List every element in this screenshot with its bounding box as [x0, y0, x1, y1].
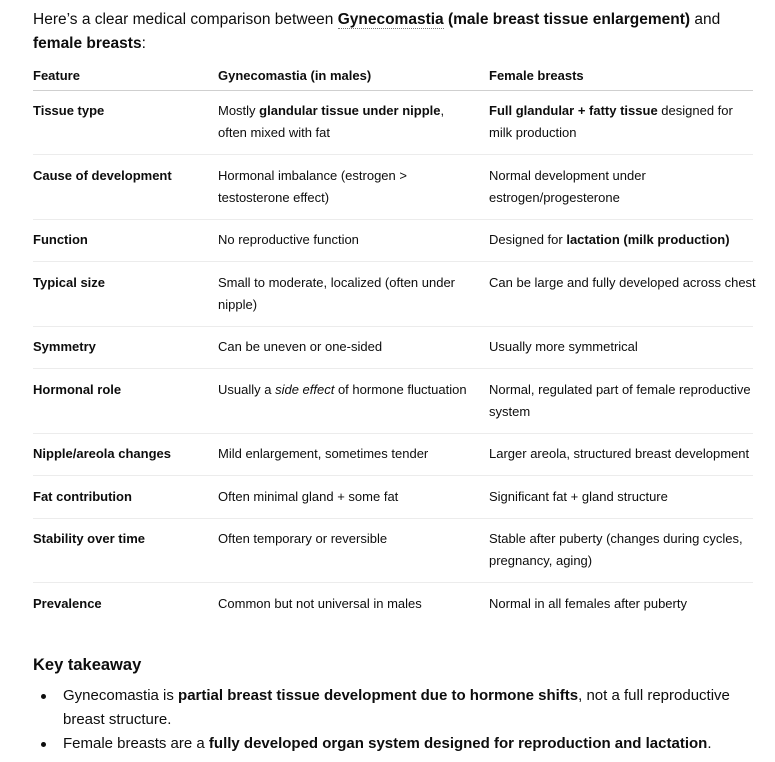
cell-female: Full glandular + fatty tissue designed for milk production: [489, 103, 733, 140]
row-divider: [33, 219, 753, 220]
header-divider: [33, 90, 753, 91]
cell-gynecomastia: Hormonal imbalance (estrogen > testosterone effect): [218, 168, 407, 205]
cell-feature: Nipple/areola changes: [33, 446, 171, 461]
cell-gynecomastia: Mostly glandular tissue under nipple, often mixed with fat: [218, 103, 445, 140]
cell-female: Stable after puberty (changes during cycles, pregnancy, aging): [489, 531, 743, 568]
cell-gynecomastia: No reproductive function: [218, 232, 359, 247]
list-item: Gynecomastia is partial breast tissue development due to hormone shifts, not a full reproductive breast structure.: [33, 684, 733, 732]
intro-text: Here’s a clear medical comparison between: [33, 11, 338, 28]
key-takeaway-heading: Key takeaway: [33, 656, 142, 674]
intro-bold-female: female breasts: [33, 35, 142, 52]
cell-female: Larger areola, structured breast development: [489, 446, 750, 461]
row-divider: [33, 261, 753, 262]
intro-colon: :: [141, 35, 146, 52]
intro-bold-definition: (male breast tissue enlargement): [443, 11, 691, 28]
cell-female: Normal in all females after puberty: [489, 596, 687, 611]
cell-feature: Prevalence: [33, 596, 102, 611]
cell-gynecomastia: Usually a side effect of hormone fluctuation: [218, 382, 467, 397]
row-divider: [33, 368, 753, 369]
intro-paragraph: [33, 8, 753, 56]
row-divider: [33, 326, 753, 327]
header-feature: Feature: [33, 68, 80, 83]
intro-text-and: and: [690, 11, 721, 28]
table-header: [0, 68, 775, 90]
header-female: Female breasts: [489, 68, 584, 83]
cell-female: Significant fat + gland structure: [489, 489, 668, 504]
gynecomastia-term-link[interactable]: Gynecomastia: [337, 11, 444, 28]
list-item: Female breasts are a fully developed organ system designed for reproduction and lactation.: [33, 732, 733, 756]
cell-gynecomastia: Small to moderate, localized (often under nipple): [218, 275, 456, 312]
cell-feature: Symmetry: [33, 339, 96, 354]
cell-gynecomastia: Common but not universal in males: [218, 596, 422, 611]
cell-female: Can be large and fully developed across chest: [489, 275, 756, 290]
cell-feature: Tissue type: [33, 103, 105, 118]
bullet-icon: [41, 694, 46, 699]
cell-feature: Function: [33, 232, 88, 247]
row-divider: [33, 154, 753, 155]
cell-gynecomastia: Often temporary or reversible: [218, 531, 388, 546]
cell-female: Usually more symmetrical: [489, 339, 638, 354]
cell-female: Normal, regulated part of female reproductive system: [489, 382, 751, 419]
cell-feature: Hormonal role: [33, 382, 122, 397]
cell-feature: Typical size: [33, 275, 106, 290]
takeaway-list: [33, 684, 733, 756]
cell-feature: Stability over time: [33, 531, 145, 546]
cell-female: Normal development under estrogen/progesterone: [489, 168, 646, 205]
cell-gynecomastia: Mild enlargement, sometimes tender: [218, 446, 429, 461]
cell-feature: Cause of development: [33, 168, 172, 183]
cell-gynecomastia: Often minimal gland + some fat: [218, 489, 399, 504]
row-divider: [33, 518, 753, 519]
row-divider: [33, 582, 753, 583]
row-divider: [33, 475, 753, 476]
header-gynecomastia: Gynecomastia (in males): [218, 68, 372, 83]
bullet-icon: [41, 742, 46, 747]
cell-feature: Fat contribution: [33, 489, 132, 504]
cell-female: Designed for lactation (milk production): [489, 232, 730, 247]
row-divider: [33, 433, 753, 434]
cell-gynecomastia: Can be uneven or one-sided: [218, 339, 383, 354]
